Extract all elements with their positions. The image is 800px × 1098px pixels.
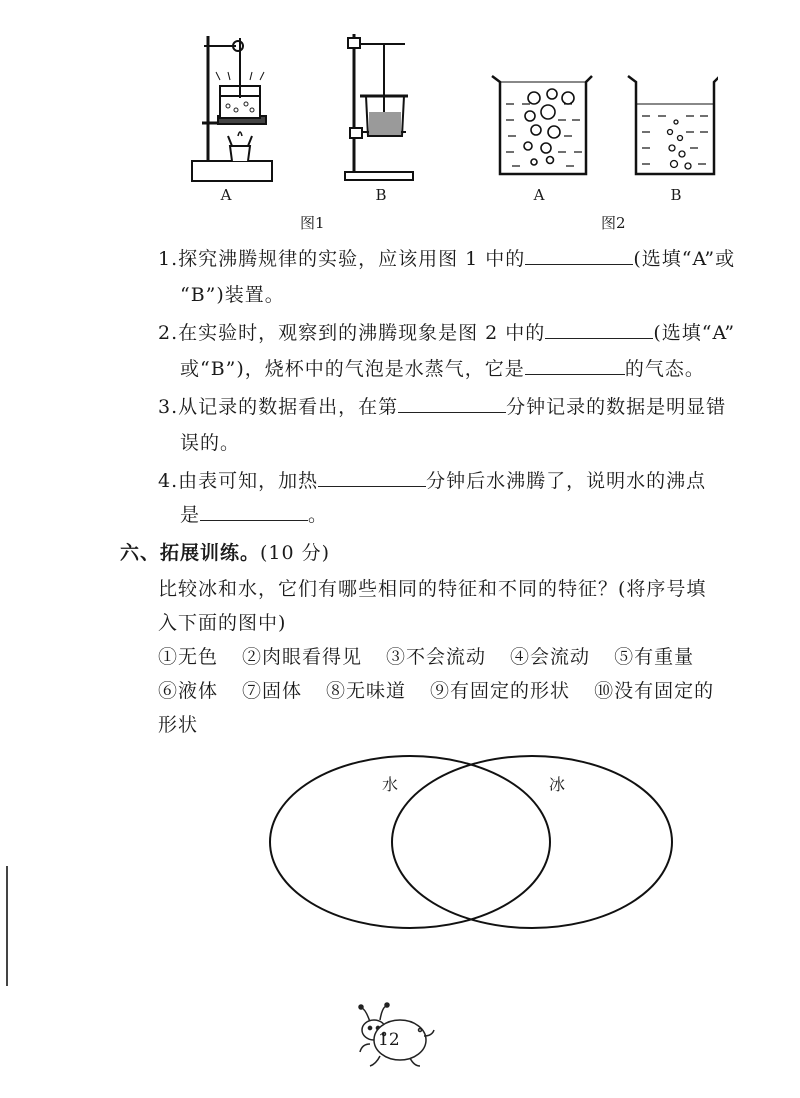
options-row-2 xyxy=(158,676,714,706)
question-4-blank-2[interactable] xyxy=(200,502,308,521)
question-1-text: 探究沸腾规律的实验，应该用图 1 中的 xyxy=(178,248,526,270)
question-2-suffix: (选填“A” xyxy=(653,322,736,344)
question-1 xyxy=(158,244,735,274)
option-1: ①无色 xyxy=(158,646,219,668)
figure-1-apparatus xyxy=(180,28,430,188)
question-4-blank-1[interactable] xyxy=(318,468,426,487)
question-2 xyxy=(158,318,735,348)
section-6-prompt-line-1: 比较冰和水，它们有哪些相同的特征和不同的特征？(将序号填 xyxy=(158,578,707,600)
beaker-b xyxy=(628,76,718,174)
question-2-number: 2. xyxy=(158,322,179,344)
figure-2-beakers xyxy=(488,70,718,180)
venn-right-label: 冰 xyxy=(549,775,566,794)
question-1-line-2: “B”)装置。 xyxy=(180,284,285,306)
option-8: ⑧无味道 xyxy=(326,680,407,702)
options-row-3: 形状 xyxy=(158,714,199,736)
figure-1-title: 图1 xyxy=(300,214,325,232)
figure-2-label-b: B xyxy=(670,186,682,204)
question-1-blank[interactable] xyxy=(525,246,633,265)
question-1-suffix: (选填“A”或 xyxy=(633,248,736,270)
section-6-score: (10 分) xyxy=(260,542,331,564)
apparatus-a xyxy=(192,36,272,181)
question-3 xyxy=(158,392,726,422)
figure-1-label-b: B xyxy=(375,186,387,204)
question-3-blank[interactable] xyxy=(398,394,506,413)
apparatus-b xyxy=(345,34,413,180)
question-3-line-2: 误的。 xyxy=(180,432,241,454)
options-row-1 xyxy=(158,642,694,672)
venn-left-label: 水 xyxy=(382,775,399,794)
question-3-number: 3. xyxy=(158,396,179,418)
figure-1-label-a: A xyxy=(220,186,232,204)
question-4-line-2-text: 是 xyxy=(180,504,201,526)
question-4-number: 4. xyxy=(158,470,179,492)
option-9: ⑨有固定的形状 xyxy=(430,680,571,702)
question-1-number: 1. xyxy=(158,248,179,270)
venn-left-ellipse[interactable] xyxy=(270,756,550,928)
question-4-line-2 xyxy=(180,500,328,530)
question-4-text: 由表可知，加热 xyxy=(178,470,319,492)
option-2: ②肉眼看得见 xyxy=(242,646,363,668)
section-6-heading xyxy=(120,538,330,568)
beaker-a xyxy=(492,76,592,174)
question-3-text: 从记录的数据看出，在第 xyxy=(178,396,399,418)
page-number: 12 xyxy=(378,1030,400,1050)
section-6-prompt-line-2: 入下面的图中) xyxy=(158,612,287,634)
option-4: ④会流动 xyxy=(510,646,591,668)
figure-2-label-a: A xyxy=(533,186,545,204)
section-6-title: 六、拓展训练。 xyxy=(120,542,261,564)
venn-right-ellipse[interactable] xyxy=(392,756,672,928)
option-3: ③不会流动 xyxy=(386,646,487,668)
question-2-text: 在实验时，观察到的沸腾现象是图 2 中的 xyxy=(178,322,546,344)
question-2-line-2-suffix: 的气态。 xyxy=(624,358,705,380)
venn-diagram xyxy=(260,752,680,934)
figure-2-title: 图2 xyxy=(601,214,626,232)
question-2-line-2-text: 或“B”)，烧杯中的气泡是水蒸气，它是 xyxy=(180,358,525,380)
question-4-line-2-suffix: 。 xyxy=(308,504,329,526)
option-5: ⑤有重量 xyxy=(614,646,695,668)
option-7: ⑦固体 xyxy=(242,680,303,702)
question-4 xyxy=(158,466,706,496)
question-2-blank-1[interactable] xyxy=(545,320,653,339)
scan-edge-mark xyxy=(6,866,8,986)
option-10: ⑩没有固定的 xyxy=(594,680,715,702)
question-3-suffix: 分钟记录的数据是明显错 xyxy=(506,396,727,418)
question-4-suffix: 分钟后水沸腾了，说明水的沸点 xyxy=(426,470,707,492)
question-2-blank-2[interactable] xyxy=(525,356,625,375)
option-6: ⑥液体 xyxy=(158,680,219,702)
question-2-line-2 xyxy=(180,354,705,384)
